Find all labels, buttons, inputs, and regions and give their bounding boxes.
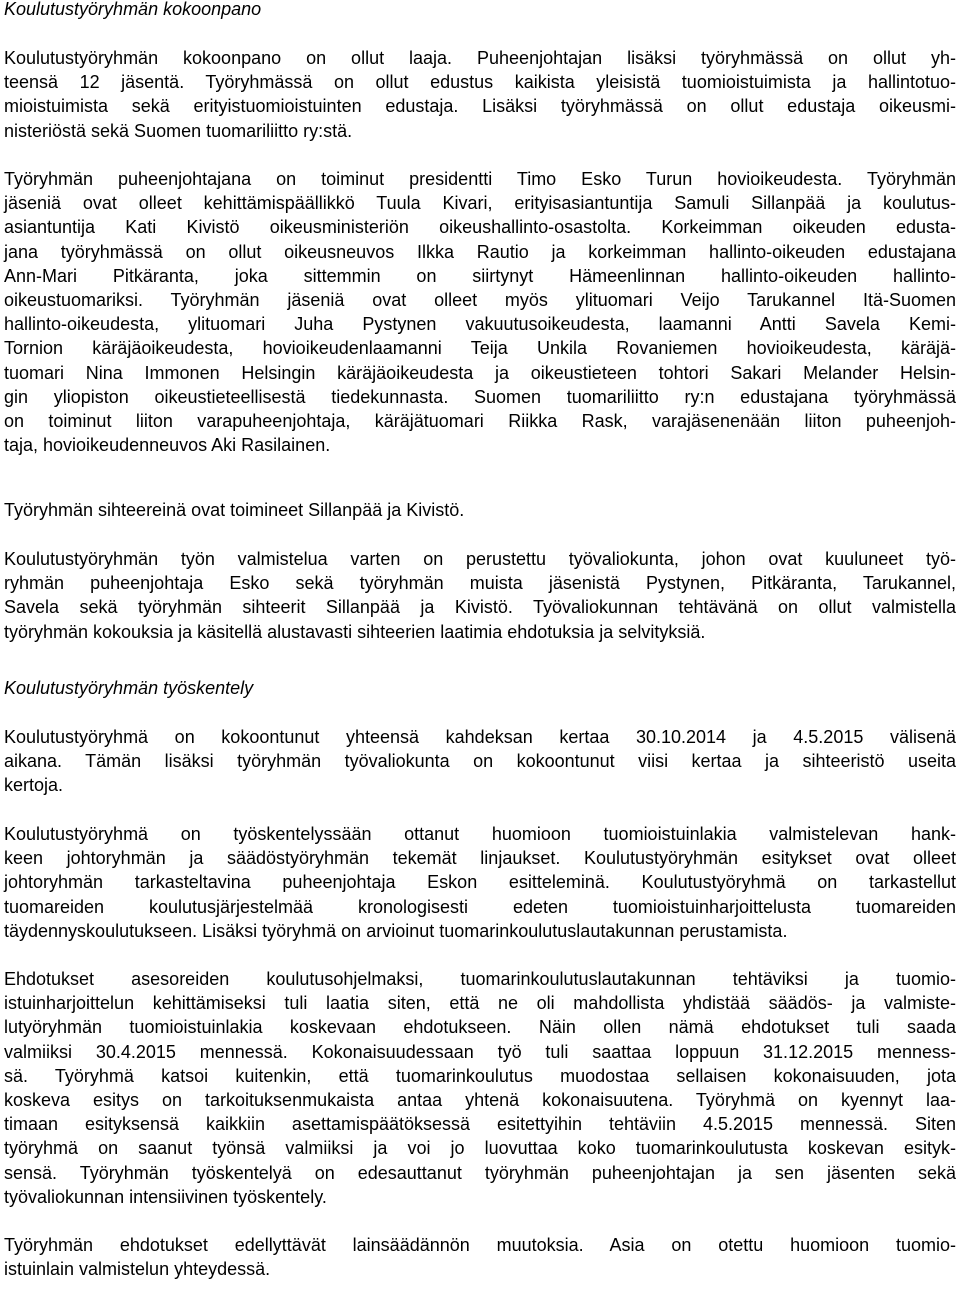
paragraph bbox=[4, 967, 956, 1209]
paragraph bbox=[4, 498, 464, 522]
text-line: on toiminut liiton varapuheenjohtaja, käräjätuomari Riikka Rask, varajäsenenään liiton puheenjoh- bbox=[4, 411, 956, 432]
text-line: Työryhmän sihteereinä ovat toimineet Sillanpää ja Kivistö. bbox=[4, 500, 465, 520]
text-line: aikana. Tämän lisäksi työryhmän työvaliokunta on kokoontunut viisi kertaa ja sihteeristö useita bbox=[4, 751, 956, 772]
text-line: työryhmän kokouksia ja käsitellä alustavasti sihteerien laatimia ehdotuksia ja selvityksiä. bbox=[4, 621, 706, 642]
paragraph bbox=[4, 822, 956, 943]
text-line: johtoryhmän tarkasteltavina puheenjohtaja Eskon esitteleminä. Koulutustyöryhmä on tarkastellut bbox=[4, 872, 956, 893]
section-heading-kokoonpano: Koulutustyöryhmän kokoonpano bbox=[4, 0, 262, 19]
text-line: Koulutustyöryhmän työn valmistelua varten on perustettu työvaliokunta, johon ovat kuuluneet työ- bbox=[4, 549, 956, 569]
text-line: Ann-Mari Pitkäranta, joka sittemmin on siirtynyt Hämeenlinnan hallinto-oikeuden hallinto- bbox=[4, 265, 956, 286]
text-line: jana työryhmässä on ollut oikeusneuvos Ilkka Rautio ja korkeimman hallinto-oikeuden edustajana bbox=[4, 241, 956, 262]
text-line: sensä. Työryhmän työskentelyä on edesauttanut työryhmän puheenjohtajan ja sen jäsenten sekä bbox=[4, 1162, 956, 1183]
text-line: työvaliokunnan intensiivinen työskentely. bbox=[4, 1186, 327, 1207]
paragraph bbox=[4, 1233, 956, 1281]
text-line: Koulutustyöryhmän kokoonpano on ollut laaja. Puheenjohtajan lisäksi työryhmässä on ollut yh- bbox=[4, 48, 956, 68]
text-line: Savela sekä työryhmän sihteerit Sillanpää ja Kivistö. Työvaliokunnan tehtävänä on ollut valmistella bbox=[4, 597, 956, 618]
text-line: Koulutustyöryhmä on työskentelyssään ottanut huomioon tuomioistuinlakia valmistelevan hank- bbox=[4, 824, 956, 844]
text-line: valmiiksi 30.4.2015 mennessä. Kokonaisuudessaan työ tuli saattaa loppuun 31.12.2015 menness- bbox=[4, 1041, 956, 1062]
text-line: timaan esityksensä kaikkiin asettamispäätöksessä esitettyihin tehtäviin 4.5.2015 mennessä. Siten bbox=[4, 1114, 956, 1135]
text-line: oikeustuomariksi. Työryhmän jäseniä ovat olleet myös ylituomari Veijo Tarukannel Itä-Suomen bbox=[4, 290, 956, 311]
text-line: nisteriöstä sekä Suomen tuomariliitto ry:stä. bbox=[4, 120, 353, 141]
text-line: teensä 12 jäsentä. Työryhmässä on ollut edustus kaikista yleisistä tuomioistuimista ja hallintotuo- bbox=[4, 72, 956, 93]
text-line: taja, hovioikeudenneuvos Aki Rasilainen. bbox=[4, 435, 331, 456]
text-line: istuinharjoittelun kehittämiseksi tuli laatia siten, että ne oli mahdollista yhdistää säädös- ja valmiste- bbox=[4, 993, 956, 1014]
text-line: tuomari Nina Immonen Helsingin käräjäoikeudesta ja oikeustieteen tohtori Sakari Melander Helsin- bbox=[4, 362, 956, 383]
paragraph bbox=[4, 547, 956, 644]
text-line: lutyöryhmän tuomioistuinlakia koskevaan ehdotukseen. Näin ollen nämä ehdotukset tuli saada bbox=[4, 1017, 956, 1038]
text-line: mioistuimista sekä erityistuomioistuinten edustaja. Lisäksi työryhmässä on ollut edustaja oikeusmi- bbox=[4, 96, 956, 117]
text-line: istuinlain valmistelun yhteydessä. bbox=[4, 1259, 271, 1280]
text-line: Tornion käräjäoikeudesta, hovioikeudenlaamanni Teija Unkila Rovaniemen hovioikeudesta, käräjä- bbox=[4, 338, 956, 359]
text-line: työryhmä on saanut työnsä valmiiksi ja voi jo luovuttaa koko tuomarinkoulutusta koskevan esityk- bbox=[4, 1138, 956, 1159]
text-line: sä. Työryhmä katsoi kuitenkin, että tuomarinkoulutus muodostaa sellaisen kokonaisuuden, jota bbox=[4, 1065, 956, 1086]
text-line: gin yliopiston oikeustieteellisestä tiedekunnasta. Suomen tuomariliitto ry:n edustajana työryhmässä bbox=[4, 386, 956, 407]
text-line: keen johtoryhmän ja säädöstyöryhmän tekemät linjaukset. Koulutustyöryhmän esitykset ovat olleet bbox=[4, 848, 956, 869]
section-heading-tyoskentely: Koulutustyöryhmän työskentely bbox=[4, 678, 254, 698]
text-line: ryhmän puheenjohtaja Esko sekä työryhmän muista jäsenistä Pystynen, Pitkäranta, Tarukannel, bbox=[4, 573, 956, 594]
text-line: Ehdotukset asesoreiden koulutusohjelmaksi, tuomarinkoulutuslautakunnan tehtäviksi ja tuomio- bbox=[4, 969, 956, 989]
paragraph bbox=[4, 167, 956, 457]
text-line: kertoja. bbox=[4, 775, 64, 796]
text-line: täydennyskoulutukseen. Lisäksi työryhmä on arvioinut tuomarinkoulutuslautakunnan perustamista. bbox=[4, 920, 788, 941]
text-line: Koulutustyöryhmä on kokoontunut yhteensä kahdeksan kertaa 30.10.2014 ja 4.5.2015 välisenä bbox=[4, 727, 956, 747]
text-line: jäseniä ovat olleet kehittämispäällikkö Tuula Kivari, erityisasiantuntija Samuli Sillanpää ja koulutus- bbox=[4, 193, 956, 214]
text-line: Työryhmän ehdotukset edellyttävät lainsäädännön muutoksia. Asia on otettu huomioon tuomio- bbox=[4, 1235, 956, 1255]
text-line: tuomareiden koulutusjärjestelmää kronologisesti edeten tuomioistuinharjoittelusta tuomareiden bbox=[4, 896, 956, 917]
text-line: koskeva esitys on tarkoituksenmukaista antaa yhtenä kokonaisuutena. Työryhmä on kyennyt laa- bbox=[4, 1090, 956, 1111]
text-line: asiantuntija Kati Kivistö oikeusministeriön oikeushallinto-osastolta. Korkeimman oikeuden edusta- bbox=[4, 217, 956, 238]
paragraph bbox=[4, 46, 956, 143]
text-line: Työryhmän puheenjohtajana on toiminut presidentti Timo Esko Turun hovioikeudesta. Työryhmän bbox=[4, 169, 956, 189]
text-line: hallinto-oikeudesta, ylituomari Juha Pystynen vakuutusoikeudesta, laamanni Antti Savela Kemi- bbox=[4, 314, 956, 335]
paragraph bbox=[4, 725, 956, 798]
